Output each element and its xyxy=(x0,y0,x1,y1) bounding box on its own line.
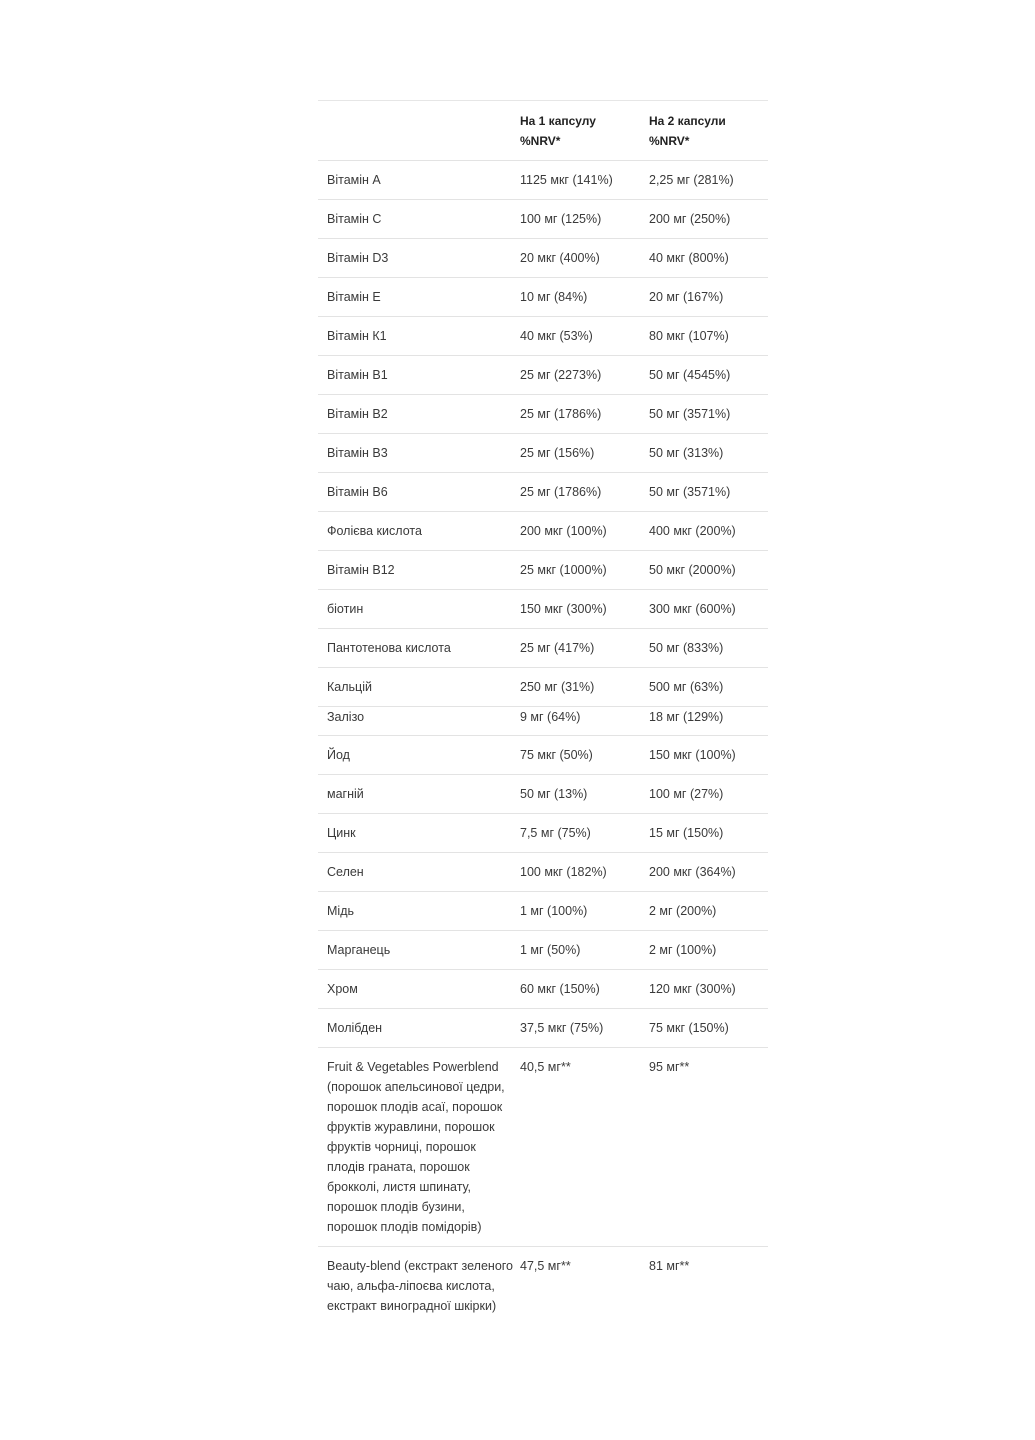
cell-ingredient: Залізо xyxy=(318,707,514,736)
cell-per-1-capsule: 10 мг (84%) xyxy=(514,278,643,317)
table-row xyxy=(318,629,768,668)
cell-ingredient: Вітамін Е xyxy=(318,278,514,317)
cell-per-2-capsules: 200 мкг (364%) xyxy=(643,853,768,892)
cell-per-2-capsules: 2 мг (100%) xyxy=(643,931,768,970)
cell-per-1-capsule: 100 мкг (182%) xyxy=(514,853,643,892)
header-per-1-capsule: На 1 капсулу %NRV* xyxy=(514,101,643,161)
table-row xyxy=(318,853,768,892)
cell-per-1-capsule: 25 мкг (1000%) xyxy=(514,551,643,590)
cell-ingredient: Пантотенова кислота xyxy=(318,629,514,668)
table-row xyxy=(318,1048,768,1247)
cell-per-1-capsule: 20 мкг (400%) xyxy=(514,239,643,278)
table-header-row xyxy=(318,101,768,161)
cell-per-1-capsule: 25 мг (156%) xyxy=(514,434,643,473)
cell-per-1-capsule: 60 мкг (150%) xyxy=(514,970,643,1009)
cell-per-1-capsule: 25 мг (1786%) xyxy=(514,395,643,434)
cell-per-1-capsule: 37,5 мкг (75%) xyxy=(514,1009,643,1048)
cell-ingredient: Вітамін А xyxy=(318,161,514,200)
nutrition-facts-table-container xyxy=(318,100,768,1325)
cell-per-1-capsule: 25 мг (2273%) xyxy=(514,356,643,395)
cell-per-1-capsule: 100 мг (125%) xyxy=(514,200,643,239)
table-row xyxy=(318,590,768,629)
cell-per-2-capsules: 2 мг (200%) xyxy=(643,892,768,931)
cell-per-2-capsules: 15 мг (150%) xyxy=(643,814,768,853)
table-row xyxy=(318,434,768,473)
cell-ingredient: Мідь xyxy=(318,892,514,931)
table-row xyxy=(318,970,768,1009)
table-row xyxy=(318,931,768,970)
cell-per-2-capsules: 75 мкг (150%) xyxy=(643,1009,768,1048)
cell-ingredient: біотин xyxy=(318,590,514,629)
cell-per-1-capsule: 200 мкг (100%) xyxy=(514,512,643,551)
table-row xyxy=(318,161,768,200)
cell-per-1-capsule: 40 мкг (53%) xyxy=(514,317,643,356)
cell-per-1-capsule: 1125 мкг (141%) xyxy=(514,161,643,200)
cell-ingredient: Марганець xyxy=(318,931,514,970)
cell-ingredient: Вітамін В12 xyxy=(318,551,514,590)
cell-per-2-capsules: 200 мг (250%) xyxy=(643,200,768,239)
table-row xyxy=(318,512,768,551)
header-per-2-capsules: На 2 капсули %NRV* xyxy=(643,101,768,161)
cell-per-1-capsule: 50 мг (13%) xyxy=(514,775,643,814)
cell-ingredient: Вітамін D3 xyxy=(318,239,514,278)
cell-per-2-capsules: 50 мг (313%) xyxy=(643,434,768,473)
cell-per-2-capsules: 300 мкг (600%) xyxy=(643,590,768,629)
table-row xyxy=(318,239,768,278)
cell-ingredient: магній xyxy=(318,775,514,814)
cell-ingredient: Вітамін В1 xyxy=(318,356,514,395)
cell-ingredient: Цинк xyxy=(318,814,514,853)
cell-ingredient: Fruit & Vegetables Powerblend (порошок апельсинової цедри, порошок плодів асаї, порошок фруктів журавлини, порошок фруктів чорниці, порошок плодів граната, порошок брокколі, листя шпинату, порошок плодів бузини, порошок плодів помідорів) xyxy=(318,1048,514,1247)
cell-ingredient: Кальцій xyxy=(318,668,514,707)
cell-per-2-capsules: 50 мг (3571%) xyxy=(643,473,768,512)
cell-per-2-capsules: 100 мг (27%) xyxy=(643,775,768,814)
table-row xyxy=(318,356,768,395)
cell-ingredient: Фолієва кислота xyxy=(318,512,514,551)
cell-ingredient: Вітамін К1 xyxy=(318,317,514,356)
cell-per-1-capsule: 75 мкг (50%) xyxy=(514,736,643,775)
cell-per-2-capsules: 50 мг (4545%) xyxy=(643,356,768,395)
cell-ingredient: Хром xyxy=(318,970,514,1009)
table-row xyxy=(318,278,768,317)
table-row xyxy=(318,473,768,512)
cell-per-2-capsules: 500 мг (63%) xyxy=(643,668,768,707)
cell-ingredient: Вітамін С xyxy=(318,200,514,239)
cell-per-1-capsule: 250 мг (31%) xyxy=(514,668,643,707)
cell-ingredient: Йод xyxy=(318,736,514,775)
cell-per-1-capsule: 9 мг (64%) xyxy=(514,707,643,736)
cell-per-2-capsules: 120 мкг (300%) xyxy=(643,970,768,1009)
cell-per-2-capsules: 50 мг (833%) xyxy=(643,629,768,668)
cell-per-2-capsules: 80 мкг (107%) xyxy=(643,317,768,356)
cell-per-2-capsules: 95 мг** xyxy=(643,1048,768,1247)
table-row xyxy=(318,551,768,590)
table-row xyxy=(318,707,768,736)
table-row xyxy=(318,1009,768,1048)
table-row xyxy=(318,317,768,356)
table-row xyxy=(318,814,768,853)
cell-per-1-capsule: 40,5 мг** xyxy=(514,1048,643,1247)
nutrition-facts-table xyxy=(318,101,768,1325)
cell-per-2-capsules: 2,25 мг (281%) xyxy=(643,161,768,200)
table-row xyxy=(318,736,768,775)
cell-per-2-capsules: 50 мг (3571%) xyxy=(643,395,768,434)
cell-per-2-capsules: 20 мг (167%) xyxy=(643,278,768,317)
cell-per-1-capsule: 7,5 мг (75%) xyxy=(514,814,643,853)
cell-per-2-capsules: 400 мкг (200%) xyxy=(643,512,768,551)
cell-ingredient: Beauty-blend (екстракт зеленого чаю, альфа-ліпоєва кислота, екстракт виноградної шкірки) xyxy=(327,1259,514,1313)
cell-ingredient: Вітамін В6 xyxy=(318,473,514,512)
cell-ingredient: Вітамін В3 xyxy=(318,434,514,473)
cell-per-2-capsules: 150 мкг (100%) xyxy=(643,736,768,775)
cell-per-2-capsules: 50 мкг (2000%) xyxy=(643,551,768,590)
table-row xyxy=(318,892,768,931)
cell-per-1-capsule: 1 мг (50%) xyxy=(514,931,643,970)
table-row xyxy=(318,668,768,707)
cell-per-1-capsule: 25 мг (417%) xyxy=(514,629,643,668)
cell-per-1-capsule: 25 мг (1786%) xyxy=(514,473,643,512)
cell-ingredient: Селен xyxy=(318,853,514,892)
cell-per-2-capsules: 18 мг (129%) xyxy=(643,707,768,736)
table-row xyxy=(318,775,768,814)
table-row xyxy=(318,395,768,434)
table-row xyxy=(318,200,768,239)
cell-per-1-capsule: 1 мг (100%) xyxy=(514,892,643,931)
header-ingredient xyxy=(318,101,514,161)
cell-ingredient: Вітамін В2 xyxy=(318,395,514,434)
cell-per-1-capsule: 47,5 мг** xyxy=(520,1259,571,1273)
cell-per-1-capsule: 150 мкг (300%) xyxy=(514,590,643,629)
cell-per-2-capsules: 81 мг** xyxy=(649,1259,690,1273)
table-row xyxy=(318,1247,768,1326)
cell-ingredient: Молібден xyxy=(318,1009,514,1048)
cell-per-2-capsules: 40 мкг (800%) xyxy=(643,239,768,278)
